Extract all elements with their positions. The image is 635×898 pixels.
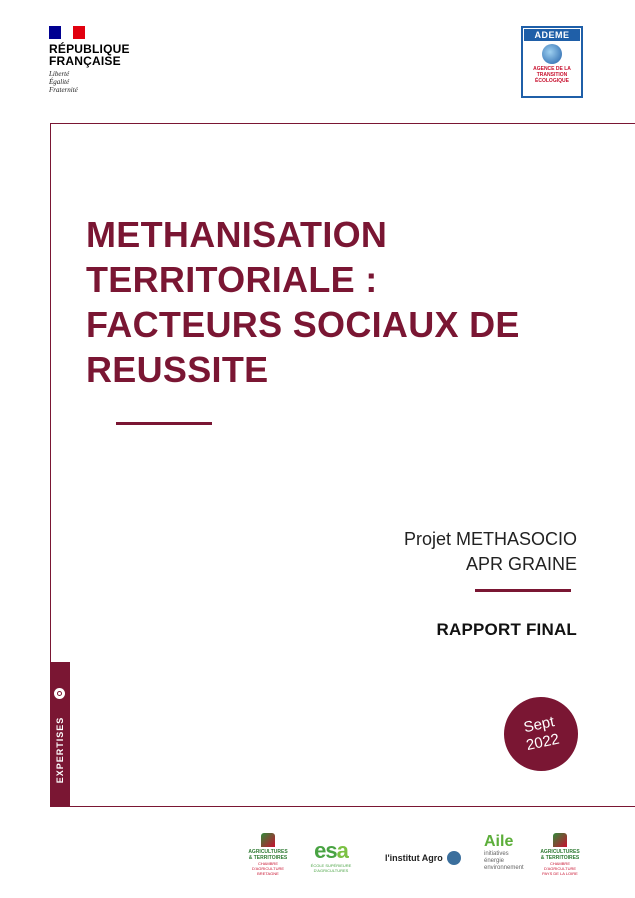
aile-sub-1: initiatives: [484, 851, 509, 857]
republique-francaise-logo: [49, 26, 169, 94]
ademe-logo: [521, 26, 583, 98]
at-title-2: AGRICULTURES & TERRITOIRES: [540, 849, 580, 861]
aile-logo: [484, 833, 530, 883]
gov-name-line2: FRANÇAISE: [49, 54, 121, 68]
ademe-subtitle: AGENCE DE LA TRANSITION ÉCOLOGIQUE: [533, 66, 571, 84]
french-flag-icon: [49, 26, 85, 39]
title-line-3: FACTEURS SOCIAUX DE: [86, 304, 520, 345]
ademe-title: ADEME: [524, 29, 580, 41]
expertises-icon: [54, 688, 65, 699]
title-divider: [116, 422, 212, 425]
project-info: [404, 527, 577, 577]
chambre-agriculture-icon: [261, 833, 275, 847]
institut-agro-logo: [385, 847, 465, 869]
institut-agro-icon: [447, 851, 461, 865]
at-title: AGRICULTURES & TERRITOIRES: [248, 849, 288, 861]
expertises-label: EXPERTISES: [55, 716, 65, 784]
agricultures-territoires-pdl-logo: [540, 833, 580, 883]
partner-logos: [248, 833, 588, 883]
title-line-4: REUSSITE: [86, 349, 269, 390]
chambre-agriculture-icon-2: [553, 833, 567, 847]
motto-liberte: Liberté: [49, 70, 70, 78]
aile-sub-2: énergie: [484, 858, 505, 864]
agricultures-territoires-bretagne-logo: [248, 833, 288, 883]
motto-fraternite: Fraternité: [49, 86, 78, 94]
at-subtitle-pdl: CHAMBRE D'AGRICULTURE PAYS DE LA LOIRE: [542, 861, 578, 876]
motto: [49, 70, 169, 94]
esa-wordmark: esa: [314, 838, 348, 863]
title-line-2: TERRITORIALE :: [86, 259, 378, 300]
esa-subtitle: ÉCOLE SUPÉRIEURE D'AGRICULTURES: [310, 863, 352, 873]
aile-name: Aile: [484, 833, 514, 850]
institut-agro-name: l'institut Agro: [385, 853, 443, 863]
project-divider: [475, 589, 571, 592]
report-title: [86, 212, 606, 392]
aile-sub-3: environnement: [484, 865, 524, 871]
report-type: RAPPORT FINAL: [436, 620, 577, 639]
project-name: Projet METHASOCIO: [403, 529, 577, 549]
at-subtitle-bretagne: CHAMBRE D'AGRICULTURE BRETAGNE: [251, 861, 285, 876]
esa-logo: [308, 833, 354, 883]
frame-top-border: [50, 123, 635, 124]
project-program: APR GRAINE: [465, 554, 577, 574]
frame-bottom-border: [50, 806, 635, 807]
gov-name-line1: RÉPUBLIQUE: [49, 42, 130, 56]
date-month: Sept: [522, 713, 556, 737]
motto-egalite: Égalité: [49, 78, 70, 86]
title-line-1: METHANISATION: [86, 214, 388, 255]
date-badge: [497, 690, 585, 778]
date-year: 2022: [524, 730, 561, 755]
globe-icon: [542, 44, 562, 64]
